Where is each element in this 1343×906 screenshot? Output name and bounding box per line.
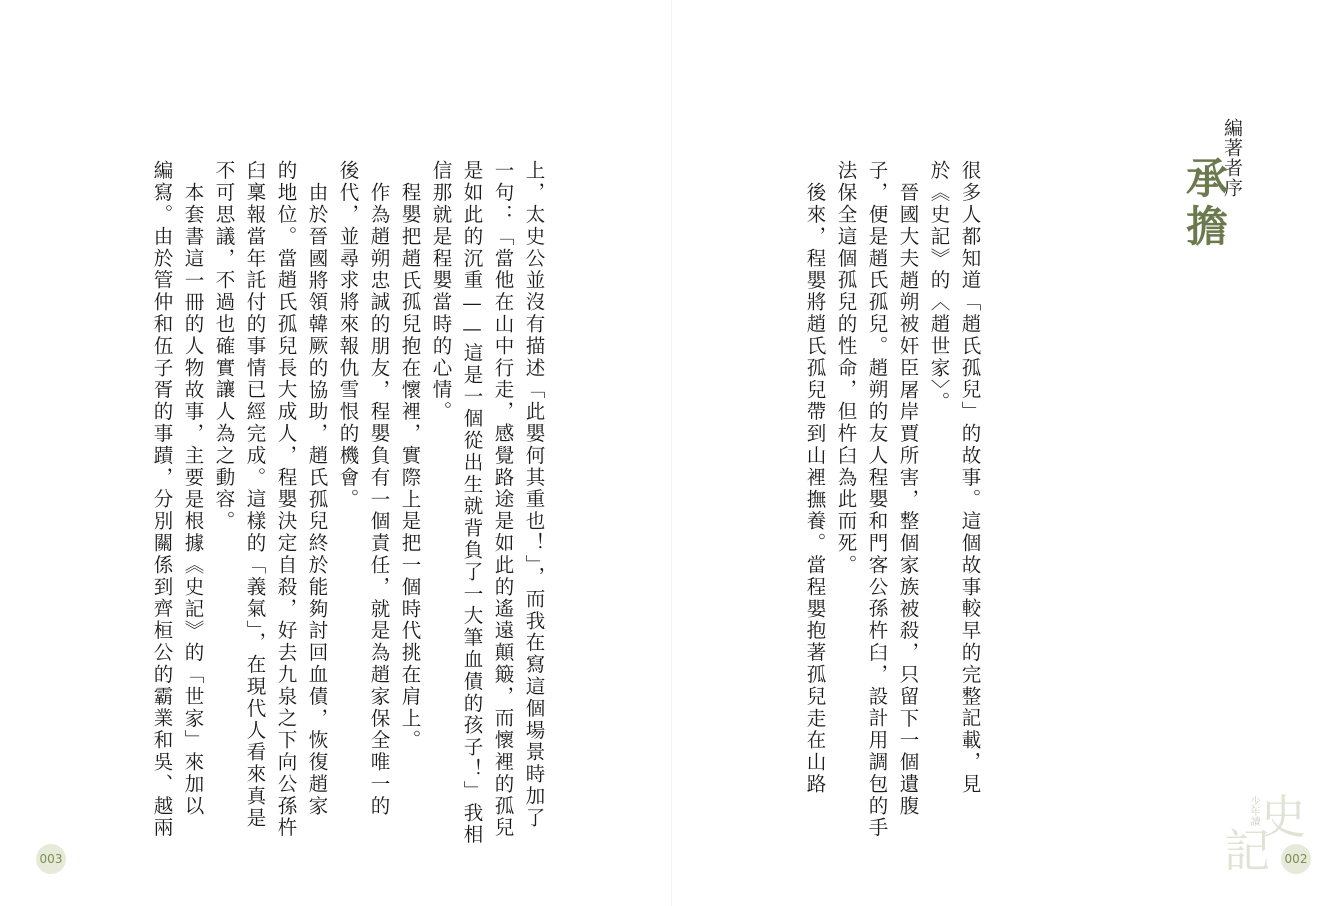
- page-number-left: 003: [36, 844, 66, 874]
- text-column: 是如此的沉重——這是一個從出生就背負了一大筆血債的孩子！」我相: [460, 160, 484, 846]
- text-column: 不可思議，不過也確實讓人為之動容。: [212, 160, 236, 533]
- text-column: 程嬰把趙氏孤兒抱在懷裡，實際上是把一個時代挑在肩上。: [398, 182, 422, 752]
- text-column: 晉國大夫趙朔被奸臣屠岸賈所害，整個家族被殺，只留下一個遺腹: [896, 182, 920, 818]
- text-column: 信那就是程嬰當時的心情。: [429, 160, 453, 423]
- page-title: 承擔: [1180, 156, 1229, 252]
- text-column: 上，太史公並沒有描述「此嬰何其重也！」，而我在寫這個場景時加了: [522, 160, 546, 830]
- text-column: 作為趙朔忠誠的朋友，程嬰負有一個責任，就是為趙家保全唯一的: [367, 182, 391, 818]
- page-number-right: 002: [1281, 844, 1311, 874]
- series-logo: [1222, 790, 1312, 880]
- text-column: 後代，並尋求將來報仇雪恨的機會。: [336, 160, 360, 511]
- logo-char-1: 史: [1260, 790, 1306, 844]
- logo-small-text: 少年讀: [1248, 796, 1259, 826]
- text-column: 後來，程嬰將趙氏孤兒帶到山裡撫養。當程嬰抱著孤兒走在山路: [803, 182, 827, 796]
- text-column: 於《史記》的〈趙世家〉。: [927, 160, 951, 414]
- text-column: 臼稟報當年託付的事情已經完成。這樣的「義氣」，在現代人看來真是: [243, 160, 267, 830]
- text-column: 子，便是趙氏孤兒。趙朔的友人程嬰和門客公孫杵臼，設計用調包的手: [865, 160, 889, 839]
- text-column: 的地位。當趙氏孤兒長大成人，程嬰決定自殺，好去九泉之下向公孫杵: [274, 160, 298, 839]
- text-column: 編寫。由於管仲和伍子胥的事蹟，分別關係到齊桓公的霸業和吳、越兩: [150, 160, 174, 839]
- text-column: 由於晉國將領韓厥的協助，趙氏孤兒終於能夠討回血債，恢復趙家: [305, 182, 329, 818]
- logo-char-2: 記: [1224, 824, 1270, 878]
- text-column: 法保全這個孤兒的性命，但杵臼為此而死。: [834, 160, 858, 577]
- text-column: 很多人都知道「趙氏孤兒」的故事。這個故事較早的完整記載，見: [958, 160, 982, 796]
- text-column: 一句：「當他在山中行走，感覺路途是如此的遙遠顛簸，而懷裡的孤兒: [491, 160, 515, 839]
- page-spine: [671, 0, 672, 906]
- text-column: 本套書這一冊的人物故事，主要是根據《史記》的「世家」來加以: [181, 182, 205, 818]
- preface-label: 編著者序: [1221, 118, 1243, 198]
